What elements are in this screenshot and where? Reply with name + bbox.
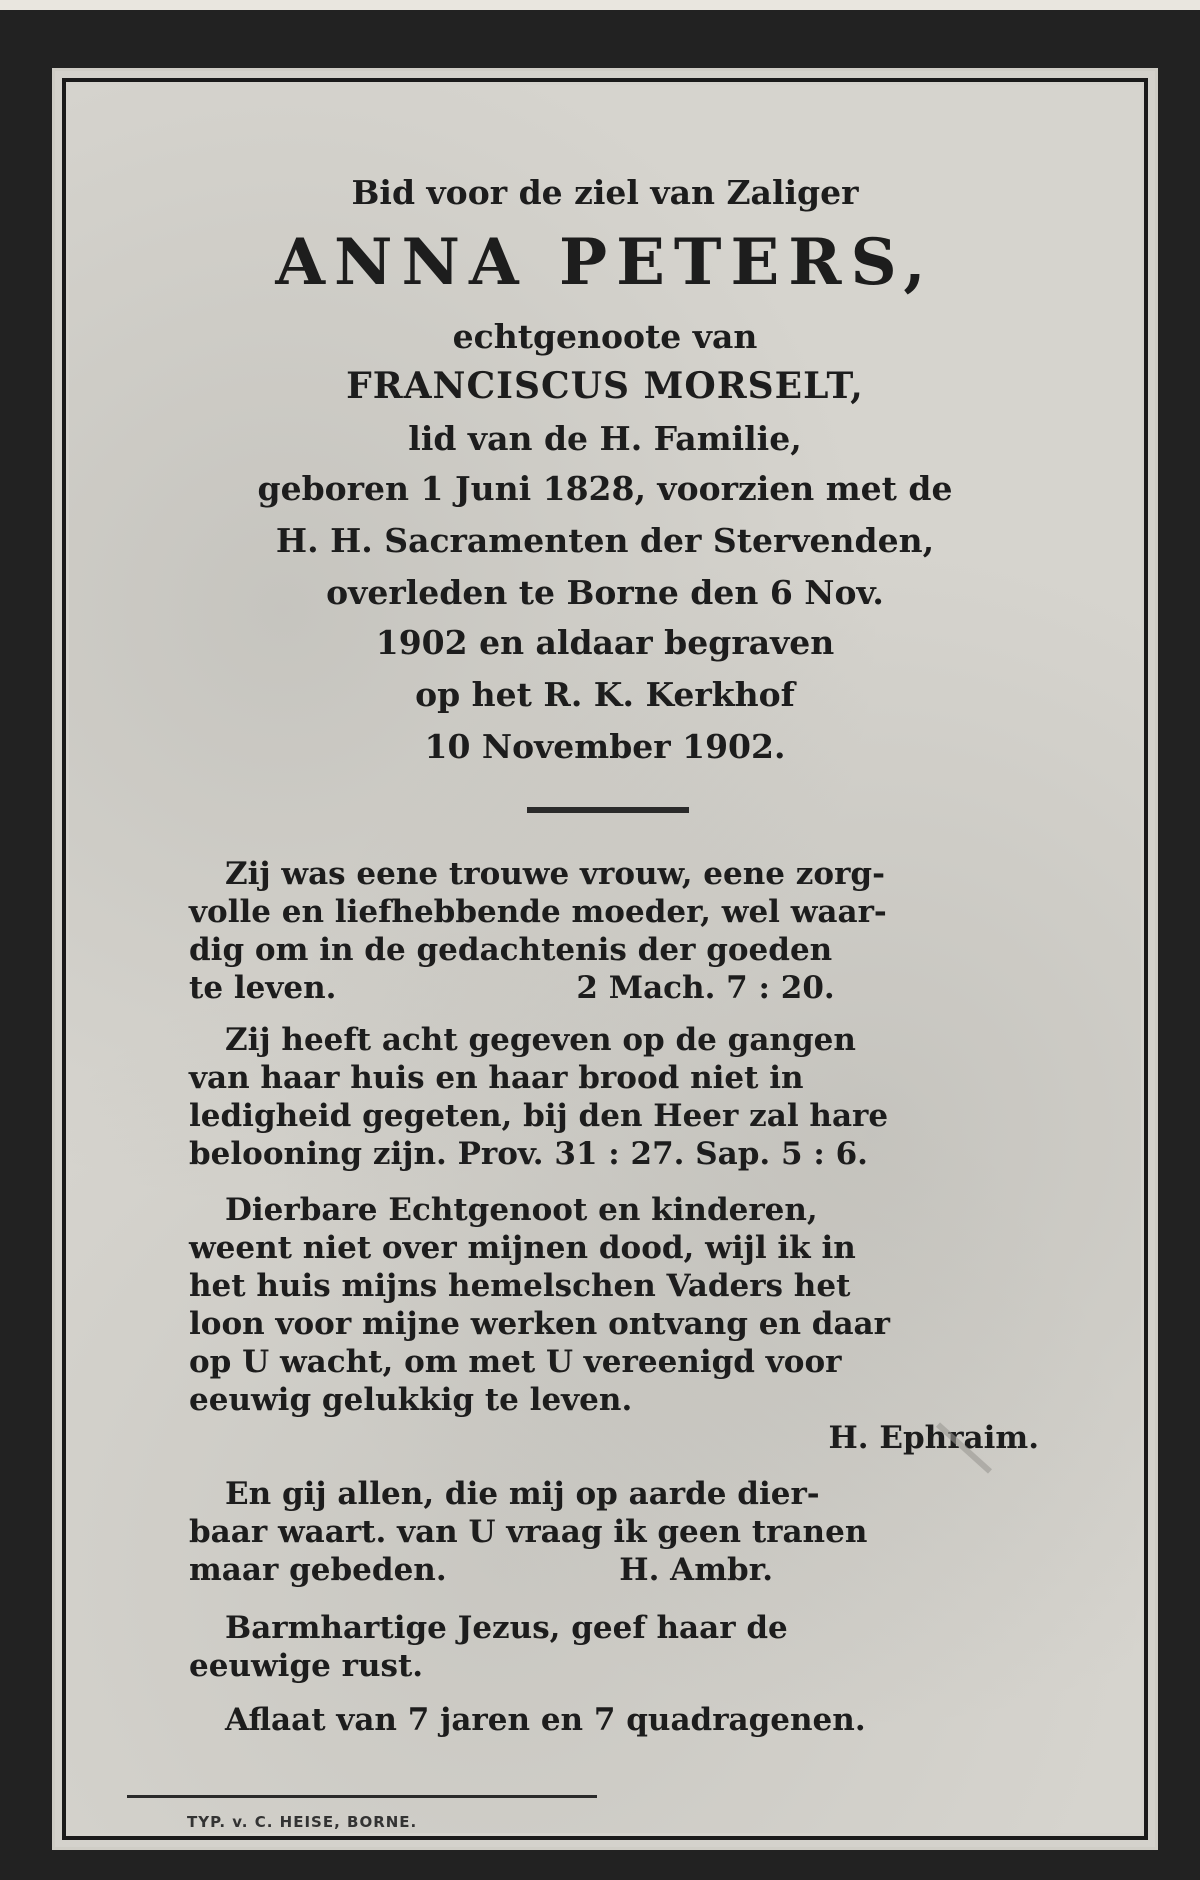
text-line: eeuwige rust. [189, 1648, 424, 1684]
scripture-reference: H. Ephraim. [828, 1420, 1039, 1456]
text-line: Aflaat van 7 jaren en 7 quadragenen. [225, 1702, 866, 1738]
text-line: van haar huis en haar brood niet in [189, 1060, 804, 1096]
text-line: het huis mijns hemelschen Vaders het [189, 1268, 851, 1304]
text-line: dig om in de gedachtenis der goeden [189, 932, 833, 968]
paragraph-2 [189, 1021, 1079, 1173]
intro-line: Bid voor de ziel van Zaliger [351, 173, 859, 212]
text-line: weent niet over mijnen dood, wijl ik in [189, 1230, 856, 1266]
text-line: baar waart. van U vraag ik geen tranen [189, 1514, 868, 1550]
spouse-prefix: echtgenoote van [452, 317, 758, 356]
paragraph-4 [189, 1475, 1079, 1589]
text-line: ledigheid gegeten, bij den Heer zal hare [189, 1098, 889, 1134]
scripture-reference: 2 Mach. 7 : 20. [576, 970, 835, 1006]
sacraments-line: H. H. Sacramenten der Stervenden, [275, 521, 935, 560]
spouse-name: FRANCISCUS MORSELT, [346, 365, 864, 407]
cemetery-line: op het R. K. Kerkhof [415, 675, 795, 714]
text-line: volle en liefhebbende moeder, wel waar- [189, 894, 887, 930]
text-fragment: te leven. [189, 970, 337, 1006]
burial-line: 1902 en aldaar begraven [375, 623, 835, 662]
text-line: loon voor mijne werken ontvang en daar [189, 1306, 890, 1342]
membership-line: lid van de H. Familie, [408, 419, 802, 458]
text-line [189, 969, 1079, 1007]
burial-date-line: 10 November 1902. [424, 727, 786, 766]
printer-imprint: TYP. v. C. HEISE, BORNE. [187, 1813, 418, 1831]
divider [527, 807, 689, 813]
footer-rule [127, 1795, 597, 1798]
scan-edge [0, 0, 1200, 10]
indulgence [189, 1701, 1079, 1739]
text-line: belooning zijn. Prov. 31 : 27. Sap. 5 : 6. [189, 1136, 868, 1172]
card-frame [52, 68, 1158, 1850]
paragraph-1 [189, 855, 1079, 1007]
text-line: op U wacht, om met U vereenigd voor [189, 1344, 842, 1380]
death-line: overleden te Borne den 6 Nov. [326, 573, 884, 612]
deceased-name: ANNA PETERS, [275, 225, 935, 300]
text-line: Zij was eene trouwe vrouw, eene zorg- [225, 856, 885, 892]
text-line: En gij allen, die mij op aarde dier- [225, 1476, 820, 1512]
text-line: Barmhartige Jezus, geef haar de [225, 1610, 788, 1646]
text-line: Dierbare Echtgenoot en kinderen, [225, 1192, 818, 1228]
prayer [189, 1609, 1079, 1685]
paragraph-3 [189, 1191, 1079, 1457]
text-line: Zij heeft acht gegeven op de gangen [225, 1022, 856, 1058]
birth-line: geboren 1 Juni 1828, voorzien met de [257, 469, 953, 508]
text-line: maar gebeden. H. Ambr. [189, 1552, 773, 1588]
card-paper [69, 85, 1141, 1833]
text-line: eeuwig gelukkig te leven. [189, 1382, 633, 1418]
